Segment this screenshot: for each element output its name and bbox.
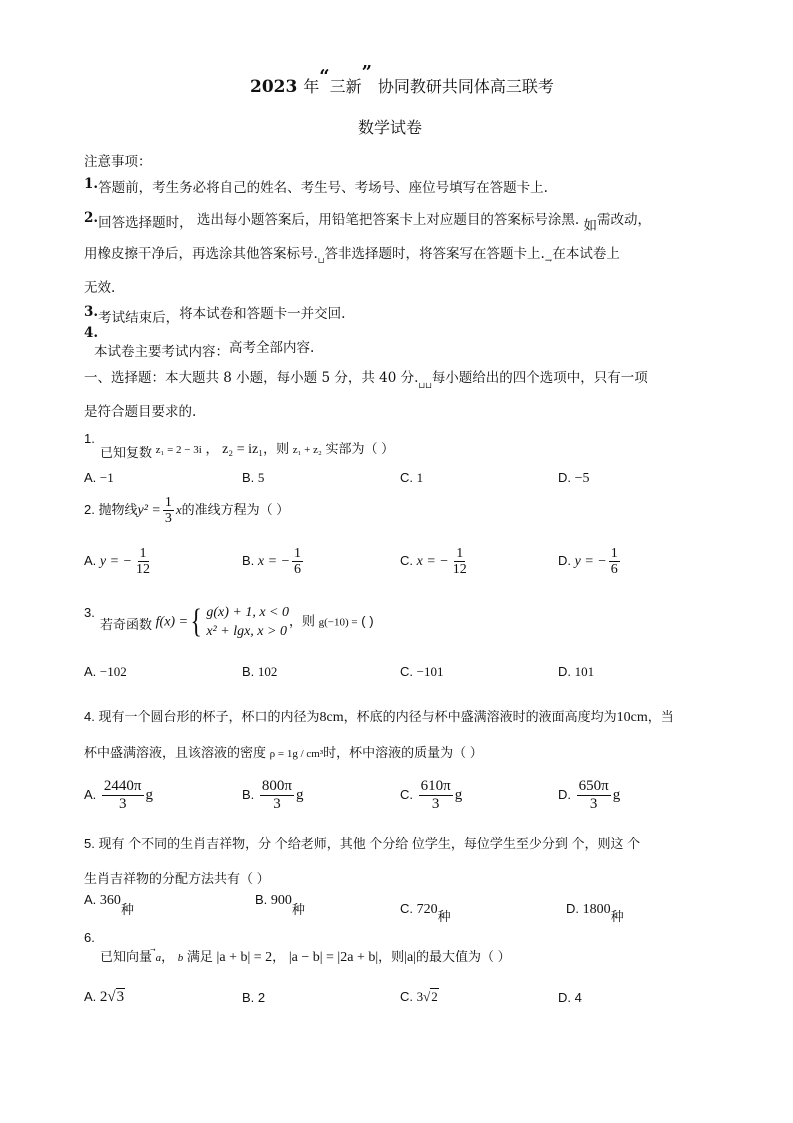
q6-cond-2: |a − b| = |2a + b| xyxy=(288,950,379,965)
notice-2-line2: 用橡皮擦干净后，再选涂其他答案标号$._⊔$答非选择题时，将答案写在答题卡上$._⇁$在本试卷上 xyxy=(84,246,620,266)
q3-option-c[interactable]: C. −101 xyxy=(400,664,444,679)
q4-option-d[interactable]: D. $\frac{650\pi}{3}$ g xyxy=(558,778,621,812)
title-sanxin: 三新 xyxy=(329,77,362,96)
q1-sum: z₁ + z₂ xyxy=(292,444,322,456)
q3-option-b[interactable]: B. 102 xyxy=(242,664,278,679)
q2-text-b: 的准线方程为（ ） xyxy=(181,501,290,517)
q3-paren: ( ) xyxy=(361,613,374,629)
q4-line2b: 时，杯中溶液的质量为（ ） xyxy=(323,745,483,760)
q2-option-d[interactable]: D. y = − $\frac{1}{6}$ xyxy=(558,546,618,577)
q4-line2 xyxy=(84,742,483,761)
q3-case1: g(x) + 1, x < 0 xyxy=(206,605,289,620)
q1-option-c[interactable]: C. 1 xyxy=(400,470,424,485)
notice-3-b: 将本试卷和答题卡一并交回. xyxy=(179,306,346,322)
notice-1 xyxy=(84,176,548,196)
q2-text-a: 抛物线 xyxy=(98,501,138,517)
notice-4-b: 高考全部内容. xyxy=(229,340,315,356)
q3-option-a[interactable]: A. −102 xyxy=(84,664,127,679)
q6-text-c: ，则 xyxy=(378,949,405,964)
q6-text-a: 已知向量 xyxy=(100,949,153,964)
q5-line2: 生肖吉祥物的分配方法共有（ ） xyxy=(84,871,270,886)
notice-2-c: 如 xyxy=(583,218,597,234)
q1-text-c: 实部为（ ） xyxy=(325,441,395,456)
notice-4-a: 本试卷主要考试内容： xyxy=(94,344,229,360)
q4-line1 xyxy=(84,706,674,726)
q1-text-a: 已知复数 xyxy=(100,445,153,460)
notice-2-a: 回答选择题时， xyxy=(98,215,193,231)
q2-option-b[interactable]: B. x = − $\frac{1}{6}$ xyxy=(242,546,302,577)
q4-option-c[interactable]: C. $\frac{610\pi}{3}$ g xyxy=(400,778,463,812)
q4-line1b: ，杯底的内径与杯中盛满溶液时的液面高度均为 xyxy=(343,709,617,724)
q4-v2: 10cm xyxy=(616,710,648,725)
q1-z2: z₂ = iz₁ xyxy=(222,442,264,457)
title-right-quote: ” xyxy=(361,62,372,83)
notice-2-line1 xyxy=(84,208,651,234)
q4-v1: 8cm xyxy=(319,710,344,725)
q5-number: 5. xyxy=(84,836,95,851)
q6-vec-b: b xyxy=(177,952,184,964)
q4-rho: ρ = 1g / cm³ xyxy=(269,748,324,760)
section-1-line1a: 一、选择题：本大题共 8 小题，每小题 5 分，共 40 分. xyxy=(84,370,419,386)
q4-number: 4. xyxy=(84,709,95,724)
q3-option-d[interactable]: D. 101 xyxy=(558,664,595,679)
notice-2-line3: 无效. xyxy=(84,280,116,296)
notice-2-d: 需改动， xyxy=(596,212,651,228)
q6-number: 6. xyxy=(84,930,95,945)
title-left-quote: “ xyxy=(319,66,330,87)
q6-option-d[interactable]: D. 4 xyxy=(558,990,582,1005)
q1-sep: ， xyxy=(205,441,219,456)
q1-text-b: ，则 xyxy=(263,441,290,456)
title-year: 2023 xyxy=(250,77,298,97)
q2-option-a[interactable]: A. y = − $\frac{1}{12}$ xyxy=(84,546,151,577)
q6-stem xyxy=(100,946,511,966)
q2-eq-x: x xyxy=(175,501,182,517)
notice-4-text xyxy=(94,336,315,360)
q6-cond-1: |a + b| = 2 xyxy=(216,950,273,965)
q1-option-a[interactable]: A. −1 xyxy=(84,470,114,485)
q5-option-a[interactable]: A. 360种 xyxy=(84,892,134,917)
q2-eq-frac: $\frac{1}{3}$ xyxy=(164,495,172,526)
q6-text-d: 的最大值为（ ） xyxy=(415,949,511,964)
q4-line1a: 现有一个圆台形的杯子，杯口的内径为 xyxy=(98,709,320,724)
q3-cases xyxy=(206,603,289,641)
q6-vec-a: a xyxy=(155,952,162,964)
q2-stem xyxy=(84,495,289,526)
q4-line2a: 杯中盛满溶液，且该溶液的密度 xyxy=(84,745,267,760)
q3-f: f(x) = xyxy=(155,614,189,630)
notice-3-a: 考试结束后， xyxy=(98,310,180,326)
notice-3 xyxy=(84,302,346,326)
q6-sep2: ， xyxy=(272,949,286,964)
page-title xyxy=(250,62,554,97)
notice-3-num: 3. xyxy=(84,304,99,320)
notice-heading: 注意事项： xyxy=(84,154,152,170)
notice-2-line2b: 答非选择题时，将答案写在答题卡上. xyxy=(324,246,545,262)
notice-2-b: 选出每小题答案后，用铅笔把答案卡上对应题目的答案标号涂黑. xyxy=(196,212,580,228)
q4-option-b[interactable]: B. $\frac{800\pi}{3}$ g xyxy=(242,778,304,812)
q6-option-a[interactable]: A. 2 √ 3 xyxy=(84,989,125,1005)
section-1-line1b: 每小题给出的四个选项中，只有一项 xyxy=(431,370,648,386)
notice-2-line2c: 在本试卷上 xyxy=(552,246,620,262)
q2-eq-lhs: y² = xyxy=(137,502,161,518)
q1-z1: z₁ = 2 − 3i xyxy=(155,444,202,456)
q5-option-d[interactable]: D. 1800种 xyxy=(566,901,624,924)
q4-line1c: ，当 xyxy=(647,709,674,724)
q3-case2: x² + lgx, x > 0 xyxy=(206,624,287,639)
section-1-line2: 是符合题目要求的. xyxy=(84,404,197,420)
q5-option-b[interactable]: B. 900种 xyxy=(255,892,305,917)
q4-option-a[interactable]: A. $\frac{2440\pi}{3}$ g xyxy=(84,778,153,812)
title-rest: 协同教研共同体高三联考 xyxy=(377,77,554,96)
q6-sep: ， xyxy=(161,949,175,964)
q3-stem xyxy=(100,603,374,641)
q1-stem xyxy=(100,438,394,458)
exam-subtitle: 数学试卷 xyxy=(358,118,423,137)
notice-2-num: 2. xyxy=(84,210,99,226)
q2-option-c[interactable]: C. x = − $\frac{1}{12}$ xyxy=(400,546,467,577)
q2-number: 2. xyxy=(84,501,95,517)
q6-text-b: 满足 xyxy=(186,949,213,964)
q3-g: g(−10) = xyxy=(318,616,358,629)
q3-number: 3. xyxy=(84,605,95,620)
q6-option-b[interactable]: B. 2 xyxy=(242,990,266,1005)
q6-abs-a: |a| xyxy=(404,950,416,965)
q3-brace: { xyxy=(190,603,202,640)
q3-text-b: ，则 xyxy=(289,613,316,629)
q1-option-d[interactable]: D. −5 xyxy=(558,470,590,486)
notice-2-line2a: 用橡皮擦干净后，再选涂其他答案标号. xyxy=(84,246,318,262)
q6-option-c[interactable]: C. 3 √ 2 xyxy=(400,989,438,1004)
section-1-line1: 一、选择题：本大题共 8 小题，每小题 5 分，共 40 分$._{⊔⊔}$每小题给出的四个选项中，只有一项 xyxy=(84,370,648,390)
notice-1-text: 答题前，考生务必将自己的姓名、考生号、考场号、座位号填写在答题卡上. xyxy=(98,180,548,196)
notice-4-num: 4. xyxy=(84,325,99,341)
title-nian: 年 xyxy=(303,77,320,96)
q5-option-c[interactable]: C. 720种 xyxy=(400,901,451,924)
q5-line1 xyxy=(84,833,640,852)
q1-number: 1. xyxy=(84,431,95,446)
notice-1-num: 1. xyxy=(84,176,99,192)
q3-text-a: 若奇函数 xyxy=(100,617,153,633)
q1-option-b[interactable]: B. 5 xyxy=(242,470,265,485)
q5-line1-text: 现有 个不同的生肖吉祥物，分 个给老师，其他 个分给 位学生，每位学生至少分到 个，则这 个 xyxy=(98,836,641,851)
